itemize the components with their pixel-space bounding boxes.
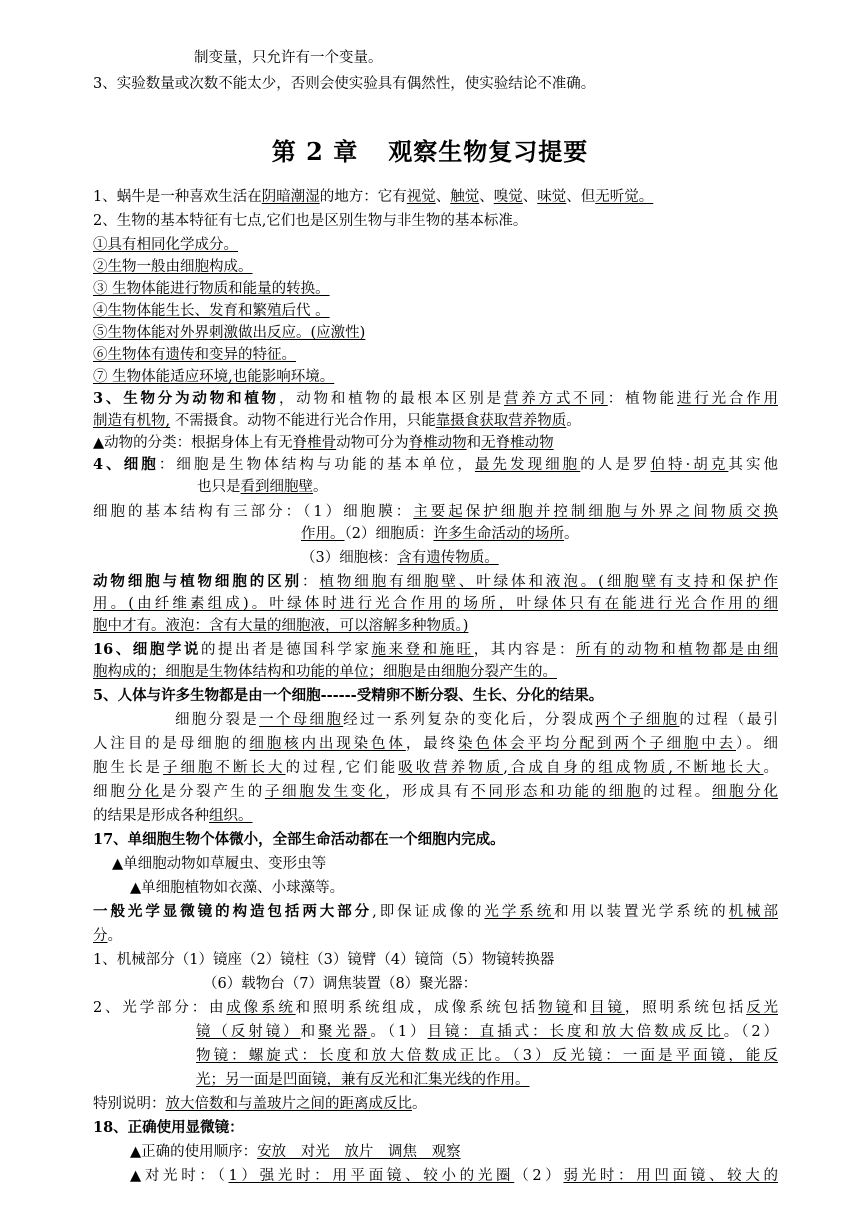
- feature-item: ④生物体能生长、发育和繁殖后代 。: [93, 303, 330, 319]
- feature-item: ②生物一般由细胞构成。: [93, 259, 253, 275]
- para-mechanical: 1、机械部分（1）镜座（2）镜柱（3）镜臂（4）镜筒（5）物镜转换器: [93, 952, 555, 968]
- para-features-intro: 2、生物的基本特征有七点,它们也是区别生物与非生物的基本标准。: [93, 213, 528, 229]
- para-cell-theory: 16、细胞学说的提出者是德国科学家施来登和施旺，其内容是：所有的动物和植物都是由细: [93, 641, 779, 658]
- para-cell-difference-2: 用。(由纤维素组成)。叶绿体时进行光合作用的场所，叶绿体只有在能进行光合作用的细: [93, 596, 778, 612]
- list-item: ▲单细胞动物如草履虫、变形虫等: [112, 856, 327, 872]
- para-cell-difference-3: 胞中才有。液泡：含有大量的细胞液，可以溶解多种物质。): [93, 618, 469, 634]
- para-animals-plants-2: 制造有机物, 不需摄食。动物不能进行光合作用，只能靠摄食获取营养物质。: [93, 413, 581, 429]
- para-animals-plants: 3、生物分为动物和植物，动物和植物的最根本区别是营养方式不同：植物能进行光合作用: [93, 390, 779, 407]
- chapter-title: [0, 132, 860, 167]
- intro-line-1: 制变量，只允许有一个变量。: [194, 50, 383, 66]
- para-optical-2: 镜（反射镜）和聚光器。（1）目镜：直插式：长度和放大倍数成反比。（2）: [196, 1024, 779, 1040]
- para-mechanical-2: （6）载物台（7）调焦装置（8）聚光器：: [203, 976, 478, 992]
- para-cell-structure-2: 作用。（2）细胞质：许多生命活动的场所。: [301, 526, 579, 542]
- para-division-2: 人注目的是母细胞的细胞核内出现染色体，最终染色体会平均分配到两个子细胞中去）。细: [93, 736, 779, 752]
- para-microscope: 一般光学显微镜的构造包括两大部分,即保证成像的光学系统和用以装置光学系统的机械部: [93, 903, 779, 920]
- feature-item: ⑥生物体有遗传和变异的特征。: [93, 347, 296, 363]
- para-cell: 4、细胞：细胞是生物体结构与功能的基本单位，最先发现细胞的人是罗伯特·胡克其实他: [93, 456, 779, 473]
- para-differentiation-2: 的结果是形成各种组织。: [93, 808, 253, 824]
- para-animal-classification: ▲动物的分类：根据身体上有无脊椎骨动物可分为脊椎动物和无脊椎动物: [93, 435, 554, 451]
- para-microscope-2: 分。: [93, 928, 122, 944]
- intro-line-2: 3、实验数量或次数不能太少，否则会使实验具有偶然性，使实验结论不准确。: [93, 76, 596, 92]
- para-optical: 2、光学部分：由成像系统和照明系统组成，成像系统包括物镜和目镜，照明系统包括反光: [93, 1000, 779, 1016]
- para-cell-structure-3: （3）细胞核：含有遗传物质。: [301, 550, 499, 566]
- para-optical-4: 光；另一面是凹面镜，兼有反光和汇集光线的作用。: [196, 1072, 530, 1088]
- para-development: 5、人体与许多生物都是由一个细胞------受精卵不断分裂、生长、分化的结果。: [93, 687, 604, 704]
- para-cell-structure: 细胞的基本结构有三部分：（1）细胞膜：主要起保护细胞并控制细胞与外界之间物质交换: [93, 504, 778, 520]
- para-special-note: 特别说明：放大倍数和与盖玻片之间的距离成反比。: [93, 1096, 427, 1112]
- para-usage-order: ▲正确的使用顺序：安放 对光 放片 调焦 观察: [130, 1144, 461, 1160]
- list-item: ▲单细胞植物如衣藻、小球藻等。: [130, 880, 345, 896]
- para-light: ▲对光时：（1）强光时：用平面镜、较小的光圈（2）弱光时：用凹面镜、较大的: [130, 1168, 778, 1184]
- chapter-number: 第 2 章: [271, 137, 359, 166]
- para-usage: 18、正确使用显微镜：: [93, 1119, 244, 1136]
- feature-item: ⑦ 生物体能适应环境,也能影响环境。: [93, 369, 335, 385]
- para-snail: 1、蜗牛是一种喜欢生活在阴暗潮湿的地方：它有视觉、触觉、嗅觉、味觉、但无听觉。: [93, 189, 654, 205]
- para-differentiation: 细胞分化是分裂产生的子细胞发生变化，形成具有不同形态和功能的细胞的过程。细胞分化: [93, 784, 779, 800]
- feature-item: ①具有相同化学成分。: [93, 237, 238, 253]
- chapter-name: 观察生物复习提要: [388, 137, 589, 166]
- feature-item: ③ 生物体能进行物质和能量的转换。: [93, 281, 330, 297]
- para-cell-theory-2: 胞构成的；细胞是生物体结构和功能的单位；细胞是由细胞分裂产生的。: [93, 664, 557, 680]
- para-single-cell: 17、单细胞生物个体微小，全部生命活动都在一个细胞内完成。: [93, 831, 505, 848]
- para-division: 细胞分裂是一个母细胞经过一系列复杂的变化后，分裂成两个子细胞的过程（最引: [175, 712, 779, 728]
- para-growth: 胞生长是子细胞不断长大的过程,它们能吸收营养物质,合成自身的组成物质,不断地长大。: [93, 760, 779, 776]
- para-cell-difference: 动物细胞与植物细胞的区别：植物细胞有细胞壁、叶绿体和液泡。(细胞壁有支持和保护作: [93, 573, 779, 590]
- para-cell-2: 也只是看到细胞壁。: [197, 479, 328, 495]
- feature-item: ⑤生物体能对外界刺激做出反应。(应激性): [93, 325, 366, 341]
- para-optical-3: 物镜：螺旋式：长度和放大倍数成正比。（3）反光镜：一面是平面镜，能反: [196, 1048, 778, 1064]
